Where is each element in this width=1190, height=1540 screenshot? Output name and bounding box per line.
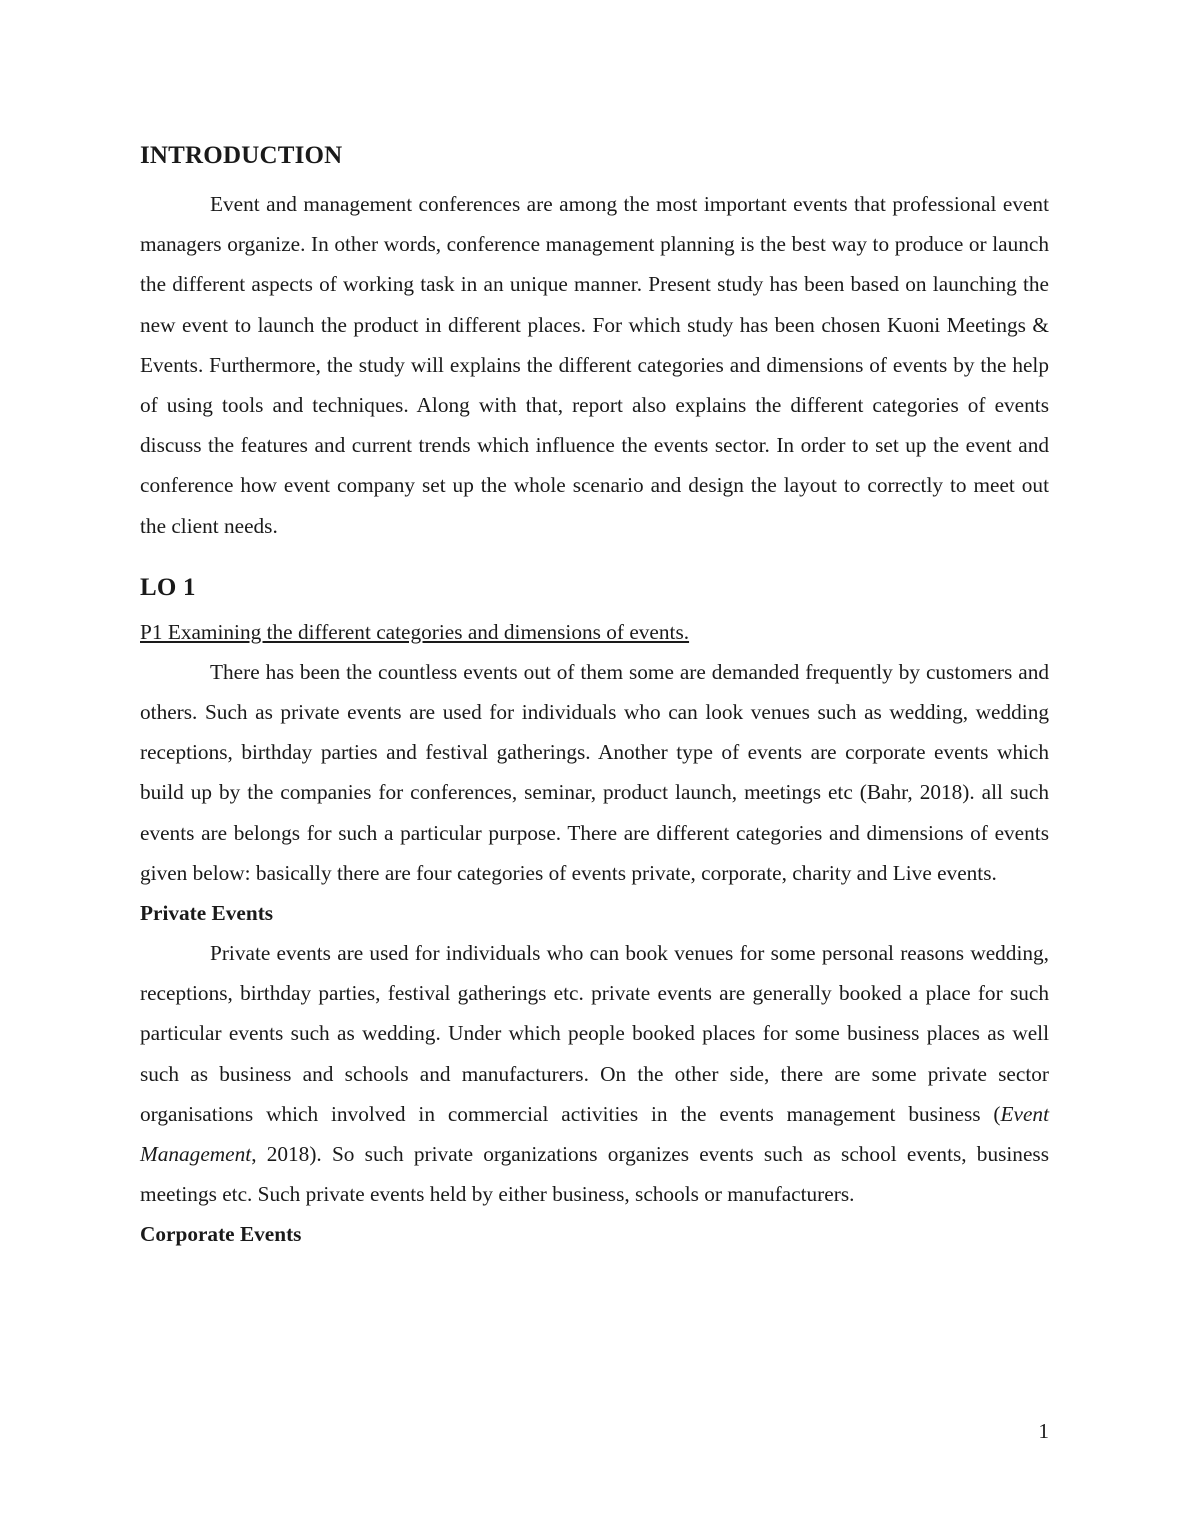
introduction-heading: INTRODUCTION [140,142,343,169]
document-page [140,140,1049,1254]
lo1-heading: LO 1 [140,573,196,601]
corporate-events-heading: Corporate Events [140,1222,302,1247]
p1-title: P1 Examining the different categories and dimensions of events. [140,619,690,644]
lo1-paragraph: There has been the countless events out of them some are demanded frequently by customers and others. Such as private events are used for individuals who can look venues such as wedding, wedding receptions, birthday parties and festival gatherings. Another type of events are corporate events which build up by the companies for conferences, seminar, product launch, meetings etc (Bahr, 2018). all such events are belongs for such a particular purpose. There are different categories and dimensions of events given below: basically there are four categories of events private, corporate, charity and Live events. [140,659,1049,885]
private-events-heading: Private Events [140,901,274,926]
private-events-text-after: , 2018). So such private organizations organizes events such as school events, business meetings etc. Such private events held by either business, schools or manufacturers. [140,1142,1049,1207]
private-events-citation: Event Management [140,1101,1049,1167]
private-events-text-before: Private events are used for individuals who can book venues for some personal reasons wedding, receptions, birthday parties, festival gatherings etc. private events are generally booked a place for such particular events such as wedding. Under which people booked places for some business places as well such as business and schools and manufacturers. On the other side, there are some private sector organisations which involved in commercial activities in the events management business ( [140,941,1049,1126]
page-number: 1 [1038,1419,1049,1443]
introduction-paragraph: Event and management conferences are among the most important events that professional event managers organize. In other words, conference management planning is the best way to produce or launch the different aspects of working task in an unique manner. Present study has been based on launching the new event to launch the product in different places. For which study has been chosen Kuoni Meetings & Events. Furthermore, the study will explains the different categories and dimensions of events by the help of using tools and techniques. Along with that, report also explains the different categories of events discuss the features and current trends which influence the events sector. In order to set up the event and conference how event company set up the whole scenario and design the layout to correctly to meet out the client needs. [140,192,1049,538]
private-events-paragraph [140,933,1049,1214]
